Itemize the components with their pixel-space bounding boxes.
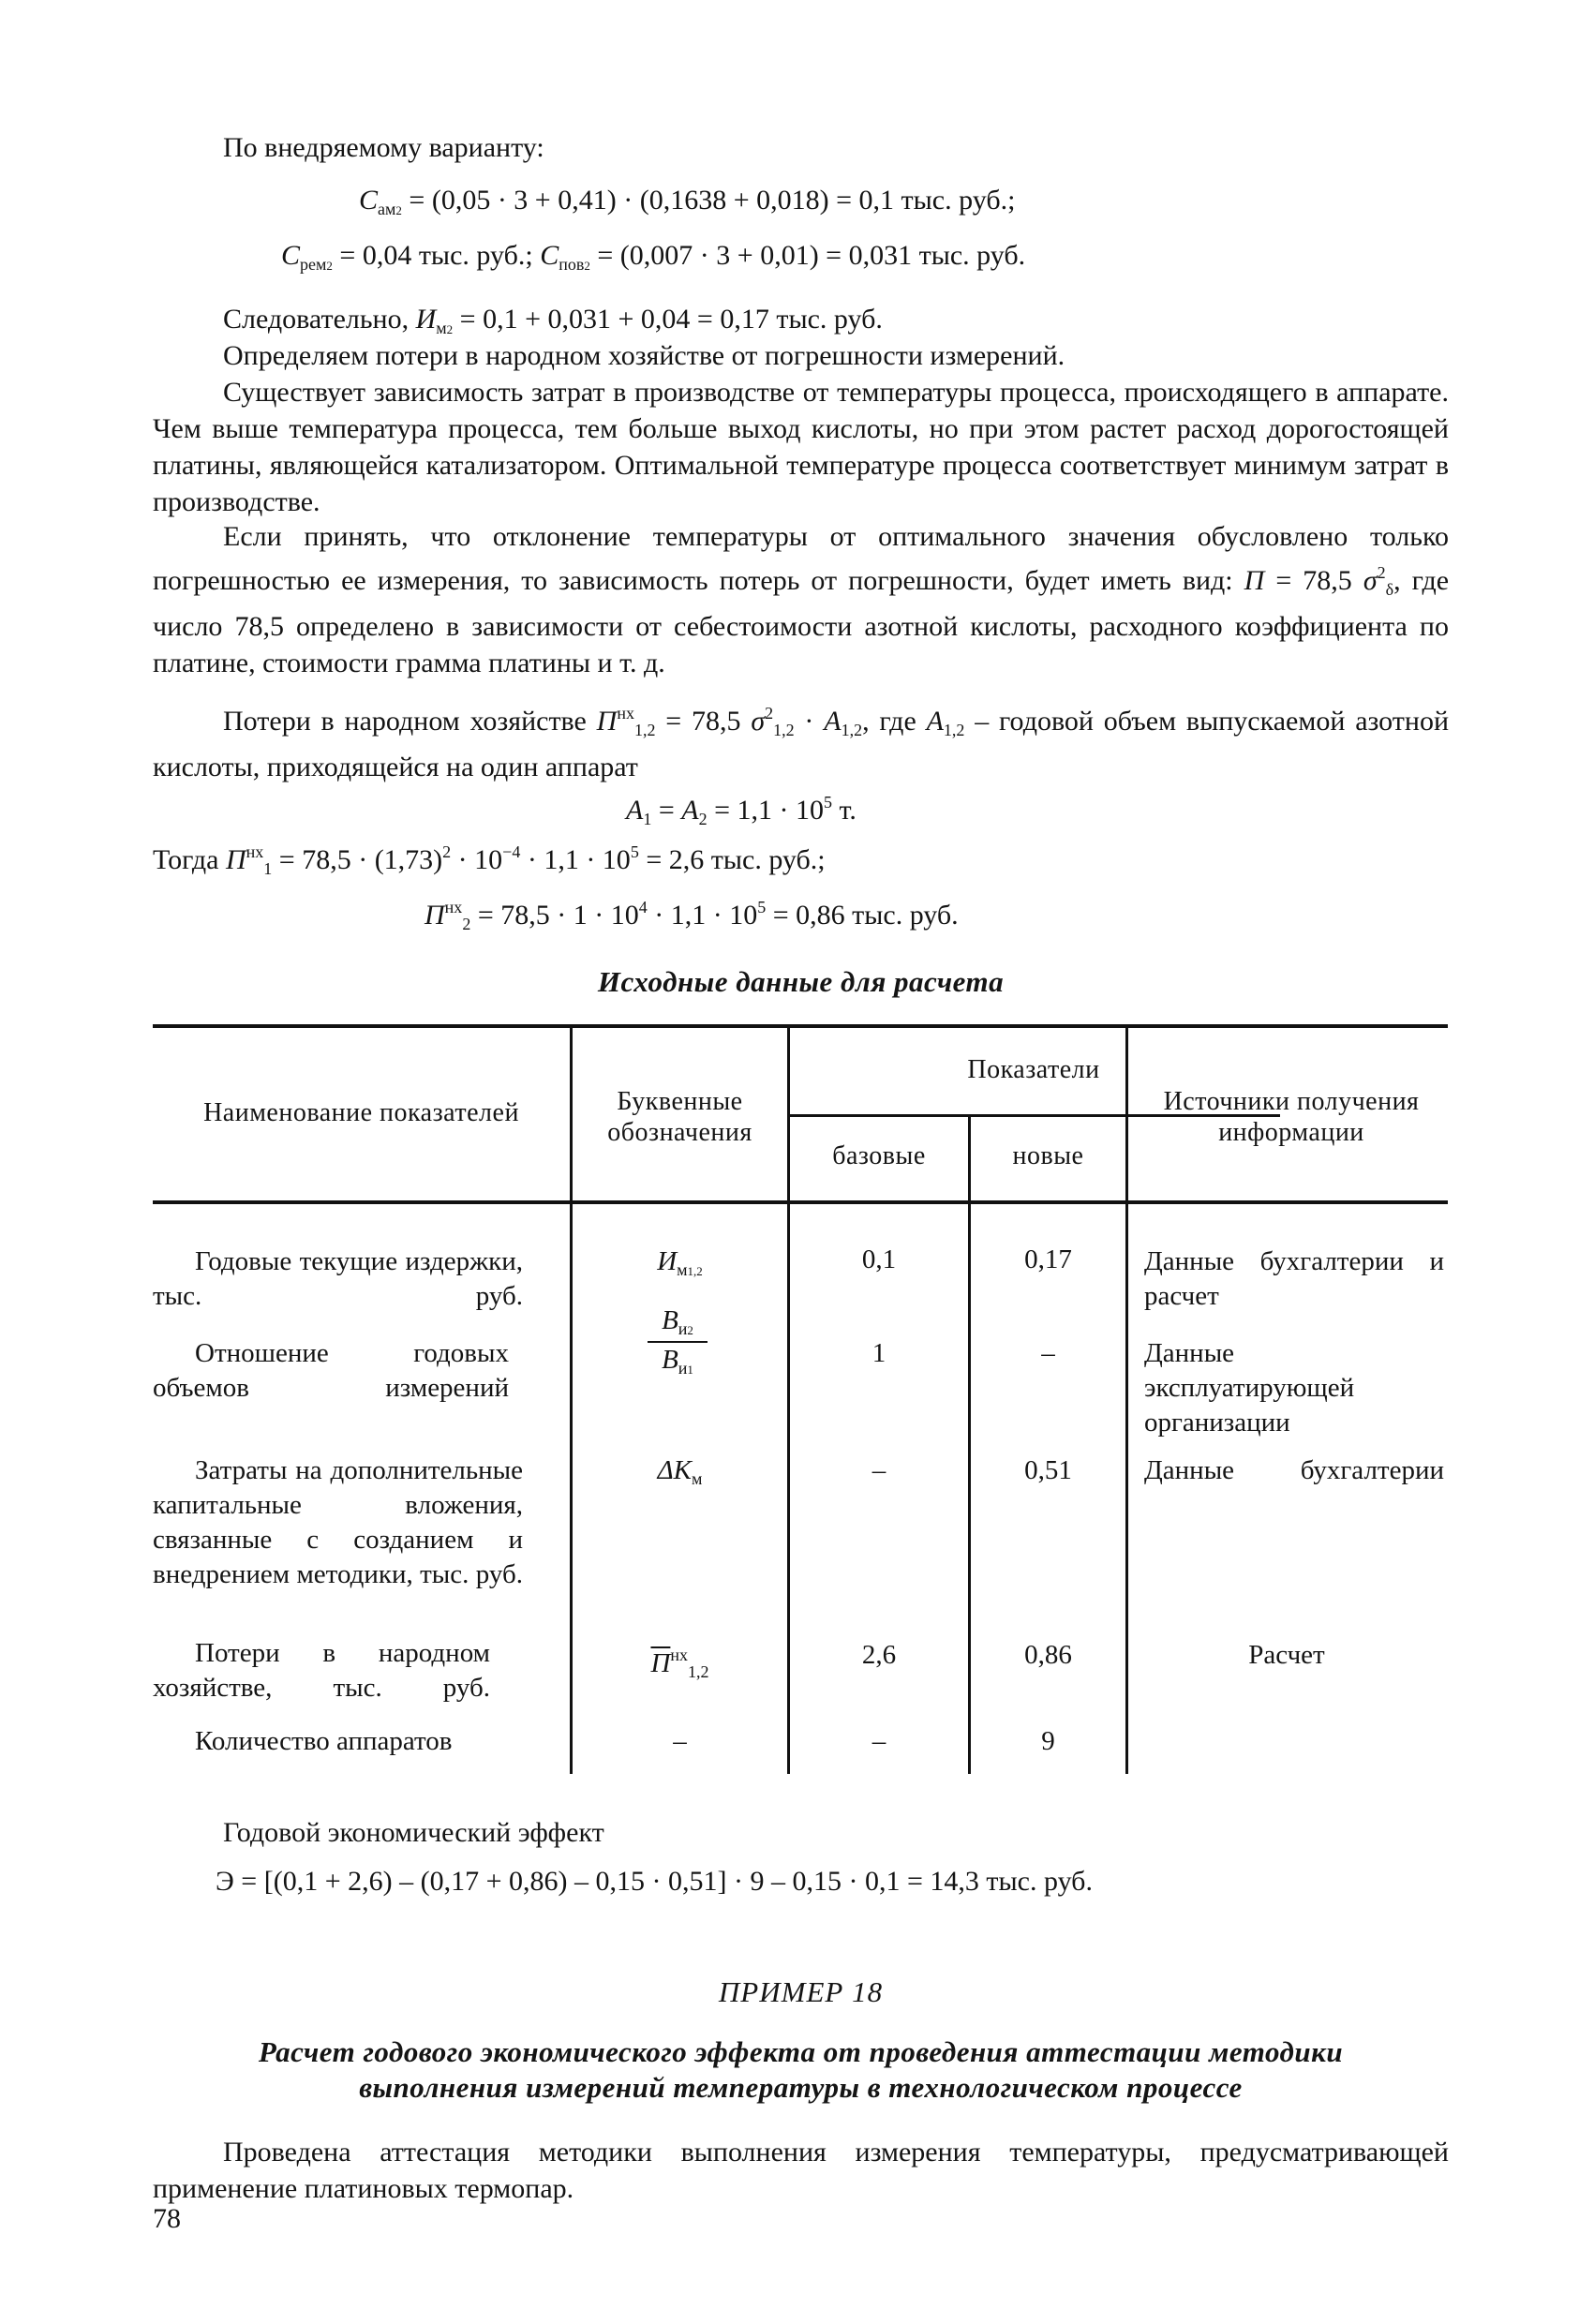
table-row-1-symbol: $И_{м1,2}$ [657, 1246, 703, 1279]
intro-heading: По внедряемому варианту: [223, 132, 544, 163]
col-divider-1 [570, 1024, 573, 1774]
example-body: Проведена аттестация методики выполнения измерения температуры, предусматривающей применение платиновых термопар. [153, 2137, 1449, 2204]
header-source: Источники получения информации [1163, 1087, 1420, 1147]
header-symbol: Буквенные обозначения [607, 1087, 752, 1147]
table-row-1-source: Данные бухгалтерии и расчет [1144, 1246, 1444, 1311]
header-new: новые [1012, 1141, 1084, 1170]
equation-p1: Тогда $П^{нх}_1 = 78,5 \cdot (1,73)^2 \cdot 10^{-4} \cdot 1,1 \cdot 10^5 = 2,6$ тыс. руб.; [153, 842, 826, 878]
equation-cam: $C_{ам2} = (0,05 \cdot 3 + 0,41) \cdot (0,1638 + 0,018) = 0,1$ тыс. руб.; [359, 185, 1016, 218]
table-row-4-name: Потери в народном хозяйстве, тыс. руб. [153, 1638, 490, 1703]
losses-intro: Определяем потери в народном хозяйстве от погрешности измерений. [223, 340, 1065, 371]
col-divider-3 [968, 1115, 971, 1774]
table-row-3-new: 0,51 [1024, 1455, 1072, 1485]
table-row-5-symbol: – [673, 1726, 687, 1756]
table-row-2-source: Данные эксплуатирующей организации [1144, 1338, 1355, 1438]
equation-im: Следовательно, $И_{м2} = 0,1 + 0,031 + 0,04 = 0,17$ тыс. руб. [223, 304, 883, 337]
table-row-2-new: – [1041, 1338, 1055, 1368]
table-row-1-new: 0,17 [1024, 1244, 1072, 1274]
table-row-3-base: – [871, 1455, 886, 1485]
table-row-3-name: Затраты на дополнительные капитальные вложения, связанные с созданием и внедрением методики, тыс. руб. [153, 1455, 523, 1589]
equation-p2: $П^{нх}_2 = 78,5 \cdot 1 \cdot 10^4 \cdot 1,1 \cdot 10^5 = 0,86$ тыс. руб. [425, 898, 959, 933]
table-row-3-source: Данные бухгалтерии [1144, 1455, 1444, 1485]
table-top-rule [153, 1024, 1448, 1028]
table-row-5-new: 9 [1041, 1726, 1055, 1756]
table-row-3-symbol: $\Delta К_м$ [657, 1455, 703, 1488]
example-subtitle-line-1: Расчет годового экономического эффекта от проведения аттестации методики [258, 2035, 1344, 2068]
example-subtitle-line-2: выполнения измерений температуры в технологическом процессе [359, 2071, 1243, 2104]
table-row-2-base: 1 [871, 1338, 886, 1368]
table-caption: Исходные данные для расчета [597, 965, 1005, 998]
table-row-4-new: 0,86 [1024, 1640, 1072, 1670]
paragraph-loss-formula: Если принять, что отклонение температуры от оптимального значения обусловлено только погрешностью ее измерения, то зависимость потерь от погрешности, будет иметь вид: П = 78,5 $\sigma^2_\delta$, где число 78,5 определено в зависимости от себестоимости азотной кислоты, расходного коэффициента по платине, стоимости грамма платины и т. д. [153, 521, 1450, 678]
header-indicators: Показатели [967, 1055, 1100, 1084]
table-row-2-name: Отношение годовых объемов измерений [153, 1338, 509, 1403]
equation-a: $A_1 = A_2 = 1,1 \cdot 10^5$ т. [626, 793, 857, 828]
table-row-1-base: 0,1 [861, 1244, 897, 1274]
equation-crem-cpov: $C_{рем2} = 0,04$ тыс. руб.; $C_{пов2} = (0,007 \cdot 3 + 0,01) = 0,031$ тыс. руб. [281, 240, 1026, 274]
paragraph-temperature-dependence: Существует зависимость затрат в производстве от температуры процесса, происходящего в аппарате. Чем выше температура процесса, тем больше выход кислоты, но при этом растет расход дорогостоящей платины, являющейся катализатором. Оптимальной температуре процесса соответствует минимум затрат в производстве. [153, 377, 1449, 517]
table-row-5-base: – [871, 1726, 886, 1756]
paragraph-national-losses: Потери в народном хозяйстве $П^{нх}_{1,2} = 78,5$ $\sigma^2_{1,2} \cdot A_{1,2}$, где $A_{1,2}$ – годовой объем выпускаемой азотной кислоты, приходящейся на один аппарат [153, 704, 1450, 782]
table-header-rule [153, 1200, 1448, 1204]
effect-formula: Э = [(0,1 + 2,6) – (0,17 + 0,86) – 0,15 · 0,51] · 9 – 0,15 · 0,1 = 14,3 тыс. руб. [216, 1866, 1093, 1897]
effect-label: Годовой экономический эффект [223, 1817, 604, 1848]
example-title: ПРИМЕР 18 [718, 1975, 884, 2008]
table-row-1-name: Годовые текущие издержки, тыс. руб. [153, 1246, 523, 1311]
table-row-4-source: Расчет [1248, 1640, 1325, 1670]
col-divider-4 [1125, 1024, 1128, 1774]
table-row-4-base: 2,6 [861, 1640, 897, 1670]
header-base: базовые [832, 1141, 926, 1170]
table-row-4-symbol: $П^{нх}_{1,2}$ [650, 1646, 709, 1681]
table-row-2-symbol: $В_{и2}$ $В_{и1}$ [631, 1305, 724, 1378]
header-name: Наименование показателей [203, 1098, 519, 1127]
table-row-5-name: Количество аппаратов [195, 1726, 453, 1756]
page-number: 78 [153, 2203, 181, 2234]
